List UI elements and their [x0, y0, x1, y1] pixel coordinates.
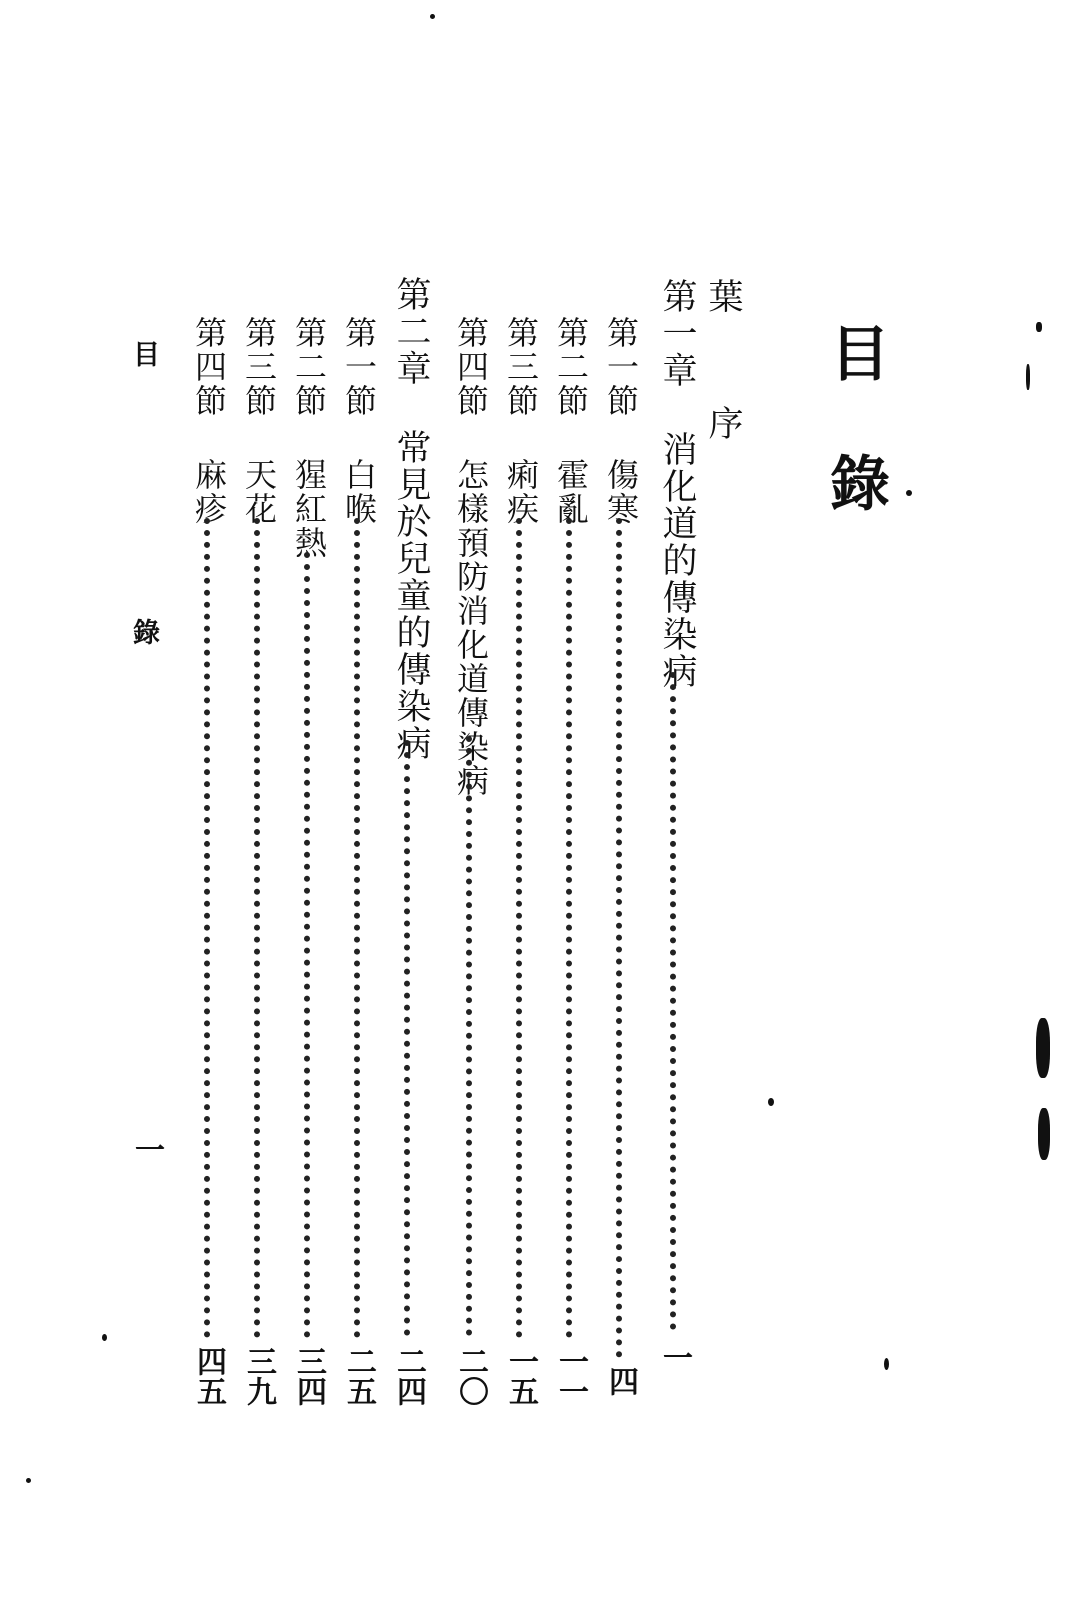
toc-entry-label: 第一節 白喉 — [340, 316, 378, 526]
toc-entry-label: 第一章 消化道的傳染病 — [657, 278, 697, 690]
toc-entry-section-2-4 — [186, 316, 230, 1416]
dotted-leader — [466, 736, 472, 1336]
dotted-leader — [516, 518, 522, 1338]
toc-entry-label: 第三節 痢疾 — [502, 316, 540, 526]
toc-entry-label: 第二節 霍亂 — [552, 316, 590, 526]
toc-entry-page-number: 一 — [657, 1342, 692, 1372]
toc-entry-preface — [698, 278, 743, 466]
scan-speck — [430, 14, 435, 19]
dotted-leader — [204, 518, 210, 1338]
scan-speck — [102, 1334, 107, 1341]
toc-entry-section-1-1 — [598, 316, 642, 1416]
toc-entry-label: 第二節 猩紅熱 — [290, 316, 328, 560]
page-title: 目錄 — [820, 322, 890, 582]
toc-entry-page-number: 二四 — [391, 1346, 426, 1406]
running-head: 目 錄 — [128, 340, 159, 755]
dotted-leader — [566, 518, 572, 1338]
toc-entry-section-2-2 — [286, 316, 330, 1416]
toc-entry-section-1-2 — [548, 316, 592, 1416]
scan-speck — [26, 1478, 31, 1483]
dotted-leader — [404, 740, 410, 1336]
toc-entry-page-number: 四 — [603, 1366, 638, 1396]
toc-entry-chapter-2 — [386, 276, 430, 1416]
toc-entry-label: 第二章 常見於兒童的傳染病 — [391, 276, 431, 762]
edge-smudge — [1036, 322, 1042, 332]
toc-entry-page-number: 四五 — [191, 1346, 226, 1406]
toc-entry-section-2-3 — [236, 316, 280, 1416]
toc-entry-section-1-4 — [448, 316, 492, 1416]
toc-entry-label: 第一節 傷寒 — [602, 316, 640, 526]
scan-speck — [768, 1098, 774, 1106]
toc-entry-label: 第四節 麻疹 — [190, 316, 228, 526]
toc-entry-label: 葉 序 — [703, 278, 743, 466]
dotted-leader — [254, 518, 260, 1338]
edge-smudge — [1026, 364, 1030, 390]
dotted-leader — [616, 518, 622, 1358]
toc-entry-page-number: 二五 — [341, 1346, 376, 1406]
toc-entry-label: 第四節 怎樣預防消化道傳染病 — [452, 316, 490, 798]
dotted-leader — [670, 672, 676, 1330]
toc-entry-page-number: 一一 — [553, 1346, 588, 1406]
toc-entry-chapter-1 — [652, 278, 696, 1408]
dotted-leader — [354, 518, 360, 1338]
scan-speck — [884, 1358, 889, 1370]
toc-entry-page-number: 三九 — [241, 1346, 276, 1406]
scan-speck — [906, 490, 912, 496]
toc-entry-page-number: 二〇 — [453, 1346, 488, 1406]
edge-smudge — [1036, 1018, 1050, 1078]
toc-entry-page-number: 三四 — [291, 1346, 326, 1406]
edge-smudge — [1038, 1108, 1050, 1160]
toc-entry-section-1-3 — [498, 316, 542, 1416]
dotted-leader — [304, 552, 310, 1338]
folio-page-number: 一 — [129, 1134, 164, 1164]
toc-entry-section-2-1 — [336, 316, 380, 1416]
toc-entry-label: 第三節 天花 — [240, 316, 278, 526]
toc-entry-page-number: 一五 — [503, 1346, 538, 1406]
